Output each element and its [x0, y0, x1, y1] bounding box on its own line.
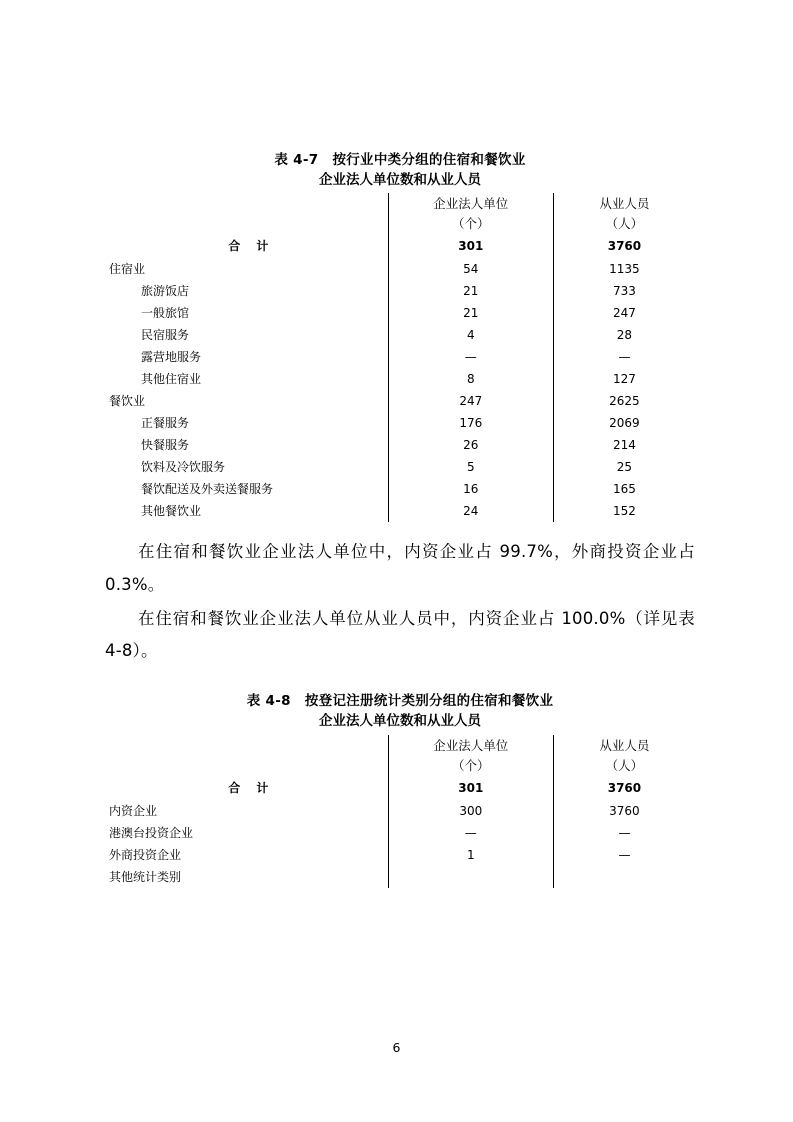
row-units: 21: [388, 280, 553, 302]
row-employees: —: [618, 847, 631, 862]
table-row: [105, 258, 695, 280]
row-employees: 2069: [609, 416, 640, 431]
table-4-8-total-label: 合 计: [228, 780, 275, 795]
row-employees: 2625: [609, 394, 640, 409]
row-units: 4: [388, 324, 553, 346]
row-label: 旅游饭店: [141, 284, 190, 299]
row-label: 快餐服务: [141, 438, 190, 453]
table-4-8-title-line2: 企业法人单位数和从业人员: [319, 713, 481, 730]
row-employees: 214: [612, 438, 636, 453]
row-units: 300: [388, 800, 553, 822]
table-4-7-title-line2: 企业法人单位数和从业人员: [319, 171, 481, 188]
row-label: 饮料及冷饮服务: [141, 460, 226, 475]
row-units: 8: [388, 368, 553, 390]
row-employees: 25: [616, 460, 633, 475]
row-label: 餐饮业: [109, 394, 146, 409]
row-employees: 733: [612, 284, 636, 299]
row-employees: 127: [612, 372, 636, 387]
row-units: [388, 866, 553, 888]
table-row: [105, 434, 695, 456]
table-row: [105, 368, 695, 390]
table-4-7: [105, 193, 695, 522]
row-units: 54: [388, 258, 553, 280]
row-label: 民宿服务: [141, 328, 190, 343]
row-label: 外商投资企业: [109, 847, 182, 862]
row-label: 餐饮配送及外卖送餐服务: [141, 482, 274, 497]
table-4-7-header-unit-col1: （个）: [388, 214, 553, 234]
row-employees: 28: [616, 328, 633, 343]
row-units: —: [388, 822, 553, 844]
row-units: 176: [388, 412, 553, 434]
table-4-8: [105, 735, 695, 888]
table-4-7-header-unit-col2: （人）: [605, 216, 644, 232]
row-units: —: [388, 346, 553, 368]
row-employees: —: [618, 350, 631, 365]
table-row: [105, 280, 695, 302]
row-label: 一般旅馆: [141, 306, 190, 321]
table-row: [105, 735, 695, 756]
table-4-7-block: [105, 150, 695, 522]
row-label: 正餐服务: [141, 416, 190, 431]
table-4-7-header-col0: [105, 193, 388, 214]
paragraph-2: 在住宿和餐饮业企业法人单位从业人员中，内资企业占 100.0%（详见表 4-8）。: [105, 608, 695, 660]
row-units: 26: [388, 434, 553, 456]
row-units: 21: [388, 302, 553, 324]
table-row: [105, 776, 695, 800]
row-units: 24: [388, 500, 553, 522]
table-4-8-block: [105, 691, 695, 887]
table-row: [105, 866, 695, 888]
table-row: [105, 193, 695, 214]
table-4-8-total-employees: 3760: [607, 780, 642, 795]
row-label: 其他住宿业: [141, 372, 202, 387]
table-row: [105, 800, 695, 822]
table-row: [105, 500, 695, 522]
row-label: 内资企业: [109, 803, 158, 818]
table-row: [105, 234, 695, 258]
row-units: 1: [388, 844, 553, 866]
table-4-7-header-col2: 从业人员: [599, 196, 650, 212]
row-employees: 3760: [609, 803, 640, 818]
table-4-7-title-text: 按行业中类分组的住宿和餐饮业: [332, 152, 526, 168]
table-4-8-header-unit-col2: （人）: [605, 757, 644, 773]
table-4-8-header-unit-col1: （个）: [388, 756, 553, 776]
table-4-7-total-label: 合 计: [228, 239, 275, 254]
table-row: [105, 756, 695, 776]
row-units: 247: [388, 390, 553, 412]
table-4-7-title: [105, 150, 695, 171]
table-row: [105, 346, 695, 368]
table-4-8-header-col2: 从业人员: [599, 737, 650, 753]
row-label: 露营地服务: [141, 350, 202, 365]
table-4-7-total-units: 301: [388, 234, 553, 258]
table-4-8-title-label: 表 4-8: [246, 693, 291, 710]
row-label: 其他统计类别: [109, 869, 182, 884]
table-4-7-total-employees: 3760: [607, 239, 642, 254]
table-4-8-header-col0: [105, 735, 388, 756]
row-label: 其他餐饮业: [141, 504, 202, 519]
row-label: 港澳台投资企业: [109, 825, 194, 840]
paragraph-1: 在住宿和餐饮业企业法人单位中，内资企业占 99.7%，外商投资企业占 0.3%。: [105, 542, 695, 594]
table-row: [105, 302, 695, 324]
row-employees: —: [618, 825, 631, 840]
row-units: 16: [388, 478, 553, 500]
table-row: [105, 390, 695, 412]
table-4-8-header-col1: 企业法人单位: [388, 735, 553, 756]
row-employees: 152: [612, 504, 636, 519]
row-employees: 165: [612, 482, 636, 497]
row-employees: 247: [612, 306, 636, 321]
table-row: [105, 412, 695, 434]
page-number: 6: [392, 1040, 401, 1055]
table-4-7-header-col1: 企业法人单位: [388, 193, 553, 214]
table-row: [105, 844, 695, 866]
row-label: 住宿业: [109, 262, 146, 277]
row-employees: [553, 866, 695, 888]
row-employees: 1135: [609, 262, 640, 277]
table-row: [105, 478, 695, 500]
table-row: [105, 214, 695, 234]
table-4-7-title-label: 表 4-7: [274, 152, 319, 168]
table-4-8-title-text: 按登记注册统计类别分组的住宿和餐饮业: [304, 693, 554, 710]
table-row: [105, 456, 695, 478]
table-4-8-title: [105, 691, 695, 712]
table-4-8-total-units: 301: [388, 776, 553, 800]
row-units: 5: [388, 456, 553, 478]
table-row: [105, 822, 695, 844]
page-content: [105, 150, 695, 888]
table-row: [105, 324, 695, 346]
table-4-8-header-unit-col0: [105, 756, 388, 776]
table-4-7-header-unit-col0: [105, 214, 388, 234]
